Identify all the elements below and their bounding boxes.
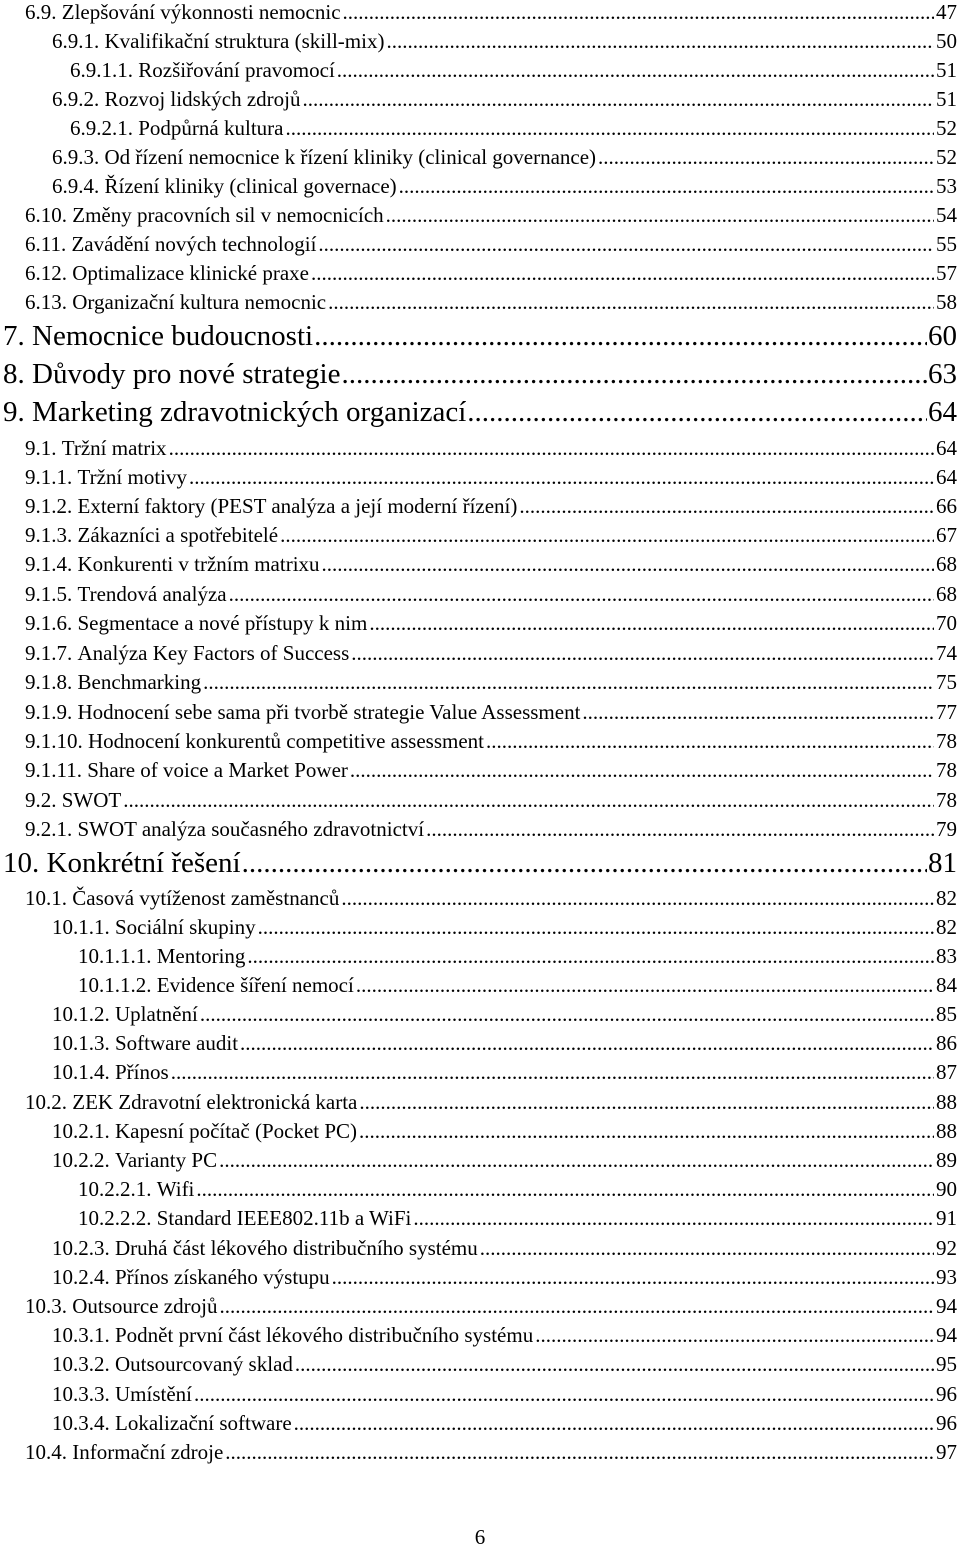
toc-leader-dots: [386, 205, 934, 226]
toc-leader-dots: [359, 1092, 934, 1113]
toc-entry-number: 10.1.: [25, 886, 67, 910]
toc-entry-title: Přínos získaného výstupu: [115, 1265, 330, 1289]
toc-leader-dots: [258, 917, 934, 938]
toc-leader-dots: [369, 613, 934, 634]
toc-entry-page: 57: [936, 261, 957, 285]
toc-entry-title: Podpůrná kultura: [138, 116, 284, 140]
toc-entry-page: 90: [936, 1177, 957, 1201]
toc-entry-title: Sociální skupiny: [115, 915, 256, 939]
toc-entry-page: 54: [936, 203, 957, 227]
toc-entry-title: Externí faktory (PEST analýza a její moderní řízení): [77, 494, 518, 518]
toc-entry-title: Kvalifikační struktura (skill-mix): [104, 29, 385, 53]
toc-entry-number: 9.2.: [25, 788, 57, 812]
toc-entry-number: 10.3.: [25, 1294, 67, 1318]
toc-entry-title: Podnět první část lékového distribučního systému: [115, 1323, 534, 1347]
toc-entry-title: Analýza Key Factors of Success: [77, 641, 350, 665]
toc-leader-dots: [302, 89, 934, 110]
toc-entry-chapter[interactable]: [3, 360, 957, 389]
toc-entry[interactable]: [52, 176, 957, 197]
toc-entry-title: Rozšiřování pravomocí: [138, 58, 335, 82]
toc-entry-number: 10.4.: [25, 1440, 67, 1464]
toc-leader-dots: [582, 702, 934, 723]
toc-entry[interactable]: [52, 1238, 957, 1259]
toc-entry[interactable]: [25, 702, 957, 723]
toc-entry-title: Mentoring: [156, 944, 246, 968]
toc-leader-dots: [399, 176, 934, 197]
toc-entry-page: 66: [936, 494, 957, 518]
toc-leader-dots: [426, 819, 934, 840]
toc-entry-title: Tržní matrix: [61, 436, 167, 460]
toc-entry-page: 95: [936, 1352, 957, 1376]
toc-entry-number: 10.2.: [25, 1090, 67, 1114]
toc-entry-number: 6.10.: [25, 203, 67, 227]
toc-entry-title: Standard IEEE802.11b a WiFi: [156, 1206, 412, 1230]
toc-entry-page: 82: [936, 915, 957, 939]
toc-entry[interactable]: [25, 554, 957, 575]
toc-entry-title: ZEK Zdravotní elektronická karta: [72, 1090, 358, 1114]
toc-entry-page: 94: [936, 1294, 957, 1318]
toc-leader-dots: [332, 1267, 934, 1288]
toc-entry-page: 97: [936, 1440, 957, 1464]
toc-leader-dots: [189, 467, 934, 488]
toc-entry-page: 67: [936, 523, 957, 547]
toc-entry-page: 52: [936, 145, 957, 169]
toc-leader-dots: [359, 1121, 934, 1142]
toc-entry-page: 75: [936, 670, 957, 694]
toc-leader-dots: [200, 1004, 934, 1025]
toc-entry-title: Lokalizační software: [115, 1411, 292, 1435]
toc-entry-page: 78: [936, 729, 957, 753]
toc-entry[interactable]: [52, 1413, 957, 1434]
toc-entry-number: 9.2.1.: [25, 817, 73, 841]
toc-leader-dots: [171, 1062, 934, 1083]
toc-leader-dots: [341, 360, 927, 389]
toc-entry-title: Kapesní počítač (Pocket PC): [115, 1119, 358, 1143]
toc-entry-title: Uplatnění: [115, 1002, 198, 1026]
toc-entry-page: 55: [936, 232, 957, 256]
toc-entry-page: 64: [928, 396, 957, 428]
toc-entry-title: Benchmarking: [77, 670, 202, 694]
toc-entry[interactable]: [52, 1004, 957, 1025]
toc-leader-dots: [225, 1442, 934, 1463]
toc-entry-title: Tržní motivy: [77, 465, 187, 489]
toc-leader-dots: [535, 1325, 934, 1346]
toc-entry-title: Trendová analýza: [77, 582, 227, 606]
toc-entry-title: Informační zdroje: [72, 1440, 224, 1464]
toc-entry-number: 7.: [3, 320, 25, 352]
toc-entry-number: 10.2.1.: [52, 1119, 110, 1143]
toc-entry-number: 10.2.3.: [52, 1236, 110, 1260]
toc-entry-page: 58: [936, 290, 957, 314]
toc-leader-dots: [280, 525, 934, 546]
toc-entry[interactable]: [25, 438, 957, 459]
toc-leader-dots: [295, 1354, 934, 1375]
toc-entry-page: 50: [936, 29, 957, 53]
toc-entry-title: Segmentace a nové přístupy k nim: [77, 611, 368, 635]
toc-leader-dots: [343, 2, 934, 23]
toc-entry-number: 10.1.1.2.: [78, 973, 152, 997]
toc-entry-number: 6.12.: [25, 261, 67, 285]
toc-entry[interactable]: [70, 60, 957, 81]
toc-entry-page: 87: [936, 1060, 957, 1084]
toc-leader-dots: [229, 584, 934, 605]
toc-entry-number: 6.9.3.: [52, 145, 100, 169]
toc-entry-page: 70: [936, 611, 957, 635]
toc-entry-title: Nemocnice budoucnosti: [32, 320, 314, 352]
toc-entry[interactable]: [25, 2, 957, 23]
toc-entry-number: 9.1.8.: [25, 670, 73, 694]
toc-entry-page: 68: [936, 582, 957, 606]
toc-entry-number: 10.1.1.: [52, 915, 110, 939]
toc-leader-dots: [318, 234, 934, 255]
toc-entry-page: 81: [928, 847, 957, 879]
toc-entry-number: 8.: [3, 358, 25, 390]
toc-entry[interactable]: [78, 1179, 957, 1200]
toc-entry-title: Konkrétní řešení: [46, 847, 241, 879]
toc-entry-title: Umístění: [115, 1382, 192, 1406]
toc-leader-dots: [467, 398, 927, 427]
toc-entry-title: Outsource zdrojů: [72, 1294, 218, 1318]
toc-entry[interactable]: [52, 1325, 957, 1346]
toc-entry[interactable]: [52, 917, 957, 938]
toc-entry-page: 52: [936, 116, 957, 140]
toc-entry[interactable]: [52, 1384, 957, 1405]
toc-leader-dots: [480, 1238, 934, 1259]
toc-entry-chapter[interactable]: [3, 398, 957, 427]
toc-entry-title: Evidence šíření nemocí: [156, 973, 354, 997]
toc-entry-title: SWOT: [61, 788, 122, 812]
toc-entry-number: 9.1.10.: [25, 729, 83, 753]
toc-entry-page: 91: [936, 1206, 957, 1230]
toc-entry-page: 60: [928, 320, 957, 352]
toc-entry[interactable]: [25, 263, 957, 284]
toc-leader-dots: [123, 790, 934, 811]
page-number: 6: [474, 1525, 486, 1549]
toc-entry-page: 51: [936, 87, 957, 111]
toc-entry-number: 10.1.4.: [52, 1060, 110, 1084]
toc-leader-dots: [337, 60, 934, 81]
toc-entry-number: 9.1.1.: [25, 465, 73, 489]
toc-entry-page: 63: [928, 358, 957, 390]
toc-entry[interactable]: [25, 643, 957, 664]
toc-entry-title: Změny pracovních sil v nemocnicích: [72, 203, 384, 227]
toc-leader-dots: [311, 263, 934, 284]
toc-entry-number: 9.1.7.: [25, 641, 73, 665]
toc-entry-page: 84: [936, 973, 957, 997]
toc-entry-number: 10.2.4.: [52, 1265, 110, 1289]
toc-leader-dots: [196, 1179, 934, 1200]
toc-entry-page: 88: [936, 1119, 957, 1143]
toc-leader-dots: [314, 322, 927, 351]
toc-leader-dots: [240, 1033, 934, 1054]
toc-entry[interactable]: [25, 1442, 957, 1463]
toc-entry[interactable]: [52, 1150, 957, 1171]
toc-entry-page: 82: [936, 886, 957, 910]
toc-leader-dots: [169, 438, 934, 459]
toc-leader-dots: [219, 1150, 934, 1171]
toc-leader-dots: [413, 1208, 934, 1229]
toc-entry-title: Software audit: [115, 1031, 239, 1055]
toc-leader-dots: [219, 1296, 934, 1317]
toc-leader-dots: [351, 643, 934, 664]
toc-entry[interactable]: [25, 205, 957, 226]
toc-entry[interactable]: [52, 31, 957, 52]
toc-entry-page: 89: [936, 1148, 957, 1172]
toc-leader-dots: [247, 946, 934, 967]
toc-leader-dots: [294, 1413, 934, 1434]
toc-entry-number: 10.1.3.: [52, 1031, 110, 1055]
toc-entry-number: 6.9.4.: [52, 174, 100, 198]
toc-entry-number: 10.3.4.: [52, 1411, 110, 1435]
toc-entry-number: 6.9.2.1.: [70, 116, 133, 140]
toc-entry-number: 10.2.2.1.: [78, 1177, 152, 1201]
toc-entry-number: 6.9.1.1.: [70, 58, 133, 82]
toc-entry[interactable]: [78, 975, 957, 996]
toc-entry-title: Přínos: [115, 1060, 169, 1084]
toc-entry-title: Od řízení nemocnice k řízení kliniky (clinical governance): [104, 145, 597, 169]
toc-entry-page: 51: [936, 58, 957, 82]
toc-entry-number: 9.1.4.: [25, 552, 73, 576]
toc-leader-dots: [242, 849, 927, 878]
toc-entry-page: 53: [936, 174, 957, 198]
toc-entry-number: 9.1.3.: [25, 523, 73, 547]
toc-entry-title: Share of voice a Market Power: [87, 758, 348, 782]
toc-entry[interactable]: [25, 672, 957, 693]
toc-entry-title: Hodnocení konkurentů competitive assessment: [88, 729, 484, 753]
toc-entry[interactable]: [52, 1267, 957, 1288]
toc-entry-page: 78: [936, 788, 957, 812]
toc-entry[interactable]: [25, 613, 957, 634]
toc-entry[interactable]: [52, 89, 957, 110]
toc-leader-dots: [203, 672, 934, 693]
toc-leader-dots: [386, 31, 934, 52]
toc-entry[interactable]: [25, 292, 957, 313]
toc-entry-number: 10.3.2.: [52, 1352, 110, 1376]
toc-entry-number: 9.1.2.: [25, 494, 73, 518]
toc-entry-title: Zavádění nových technologií: [71, 232, 317, 256]
toc-leader-dots: [194, 1384, 934, 1405]
toc-entry[interactable]: [25, 496, 957, 517]
toc-entry-page: 64: [936, 436, 957, 460]
toc-leader-dots: [519, 496, 934, 517]
toc-entry-page: 78: [936, 758, 957, 782]
toc-entry-page: 68: [936, 552, 957, 576]
toc-entry-page: 77: [936, 700, 957, 724]
toc-entry[interactable]: [70, 118, 957, 139]
toc-entry-page: 64: [936, 465, 957, 489]
toc-entry[interactable]: [25, 1092, 957, 1113]
toc-entry-title: SWOT analýza současného zdravotnictví: [77, 817, 425, 841]
toc-entry-page: 47: [936, 0, 957, 24]
toc-entry[interactable]: [52, 1354, 957, 1375]
toc-entry-page: 85: [936, 1002, 957, 1026]
toc-entry-page: 93: [936, 1265, 957, 1289]
toc-entry-title: Důvody pro nové strategie: [32, 358, 341, 390]
toc-entry-title: Druhá část lékového distribučního systému: [115, 1236, 478, 1260]
toc-entry[interactable]: [52, 1062, 957, 1083]
toc-entry-number: 10.: [3, 847, 40, 879]
toc-entry[interactable]: [25, 467, 957, 488]
toc-leader-dots: [341, 888, 934, 909]
toc-leader-dots: [285, 118, 934, 139]
toc-entry-title: Časová vytíženost zaměstnanců: [72, 886, 340, 910]
toc-entry[interactable]: [25, 790, 957, 811]
toc-entry-title: Marketing zdravotnických organizací: [32, 396, 467, 428]
toc-leader-dots: [356, 975, 934, 996]
toc-entry-number: 10.2.2.: [52, 1148, 110, 1172]
toc-entry-title: Konkurenti v tržním matrixu: [77, 552, 320, 576]
toc-leader-dots: [328, 292, 934, 313]
toc-entry-number: 10.2.2.2.: [78, 1206, 152, 1230]
toc-entry[interactable]: [25, 525, 957, 546]
toc-entry-number: 9.: [3, 396, 25, 428]
toc-entry-number: 6.13.: [25, 290, 67, 314]
toc-entry-page: 79: [936, 817, 957, 841]
toc-entry[interactable]: [25, 1296, 957, 1317]
toc-entry-number: 10.1.1.1.: [78, 944, 152, 968]
toc-entry-title: Řízení kliniky (clinical governace): [104, 174, 397, 198]
toc-entry-number: 10.3.3.: [52, 1382, 110, 1406]
toc-entry-title: Varianty PC: [115, 1148, 218, 1172]
toc-entry[interactable]: [25, 888, 957, 909]
toc-entry[interactable]: [52, 147, 957, 168]
toc-entry[interactable]: [25, 819, 957, 840]
toc-entry-title: Rozvoj lidských zdrojů: [104, 87, 301, 111]
toc-entry[interactable]: [78, 946, 957, 967]
toc-leader-dots: [322, 554, 934, 575]
toc-entry-number: 6.9.1.: [52, 29, 100, 53]
toc-entry-number: 10.3.1.: [52, 1323, 110, 1347]
toc-entry-title: Optimalizace klinické praxe: [72, 261, 309, 285]
toc-entry[interactable]: [78, 1208, 957, 1229]
toc-entry-page: 92: [936, 1236, 957, 1260]
toc-entry-number: 9.1.11.: [25, 758, 82, 782]
toc-entry-number: 10.1.2.: [52, 1002, 110, 1026]
toc-entry[interactable]: [25, 584, 957, 605]
toc-entry-page: 96: [936, 1382, 957, 1406]
toc-entry-number: 6.9.2.: [52, 87, 100, 111]
toc-entry-title: Zlepšování výkonnosti nemocnic: [61, 0, 341, 24]
toc-entry[interactable]: [52, 1033, 957, 1054]
toc-entry-page: 83: [936, 944, 957, 968]
toc-entry[interactable]: [25, 760, 957, 781]
toc-leader-dots: [350, 760, 934, 781]
toc-leader-dots: [598, 147, 934, 168]
toc-entry-page: 88: [936, 1090, 957, 1114]
toc-entry-number: 6.11.: [25, 232, 67, 256]
toc-entry-number: 9.1.5.: [25, 582, 73, 606]
toc-leader-dots: [486, 731, 934, 752]
toc-entry-title: Zákazníci a spotřebitelé: [77, 523, 279, 547]
toc-entry-page: 94: [936, 1323, 957, 1347]
toc-entry-title: Hodnocení sebe sama při tvorbě strategie Value Assessment: [77, 700, 581, 724]
toc-entry-number: 6.9.: [25, 0, 57, 24]
toc-entry[interactable]: [25, 234, 957, 255]
toc-entry-number: 9.1.9.: [25, 700, 73, 724]
toc-entry-page: 86: [936, 1031, 957, 1055]
toc-entry-number: 9.1.6.: [25, 611, 73, 635]
toc-entry-title: Organizační kultura nemocnic: [72, 290, 327, 314]
toc-entry-number: 9.1.: [25, 436, 57, 460]
toc-entry-chapter[interactable]: [3, 849, 957, 878]
toc-entry[interactable]: [52, 1121, 957, 1142]
toc-entry-title: Wifi: [156, 1177, 195, 1201]
toc-entry-chapter[interactable]: [3, 322, 957, 351]
toc-entry-page: 74: [936, 641, 957, 665]
toc-entry-title: Outsourcovaný sklad: [115, 1352, 293, 1376]
toc-entry[interactable]: [25, 731, 957, 752]
toc-entry-page: 96: [936, 1411, 957, 1435]
